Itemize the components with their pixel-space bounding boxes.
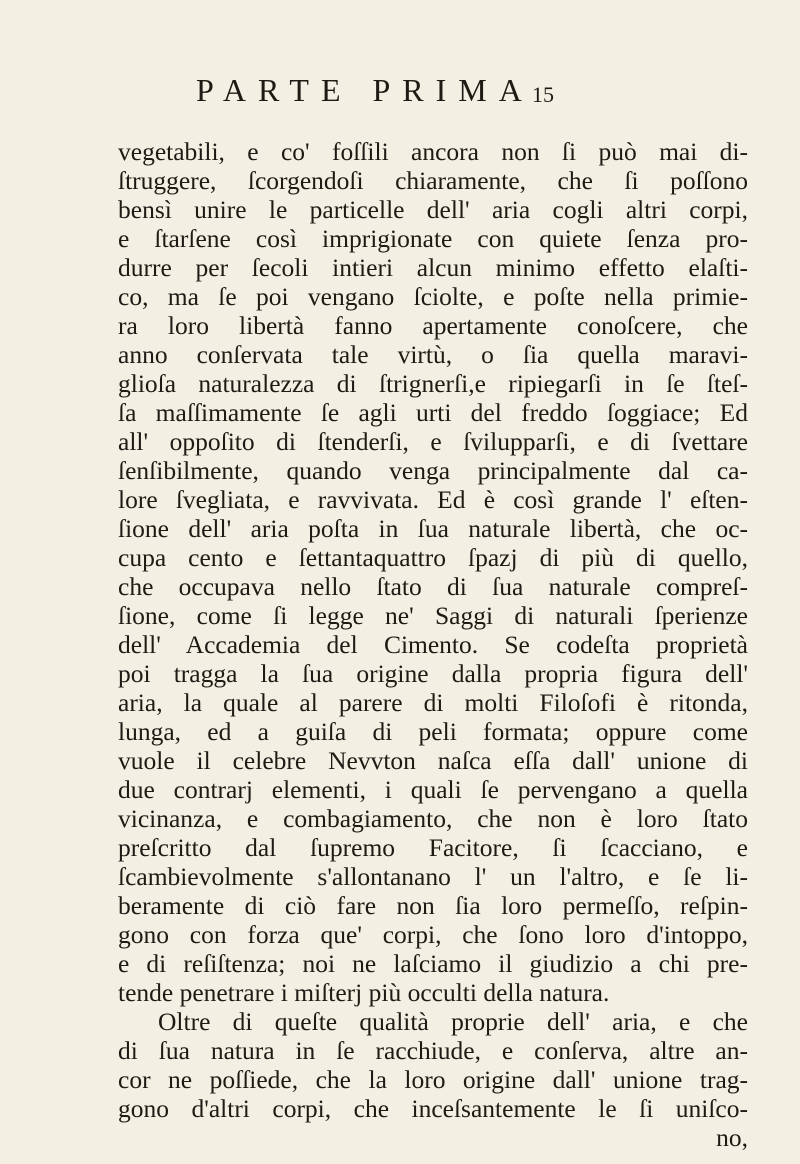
body-text [118, 134, 748, 1154]
text-line: vicinanza, e combagiamento, che non è loro ſtato [118, 804, 748, 833]
text-line: ra loro libertà fanno apertamente conoſcere, che [118, 311, 748, 340]
text-line: aria, la quale al parere di molti Filoſofi è ritonda, [118, 688, 748, 717]
text-line: lunga, ed a guiſa di peli formata; oppure come [118, 717, 748, 746]
text-line: lore ſvegliata, e ravvivata. Ed è così grande l' eſten- [118, 485, 748, 514]
text-line: ſtruggere, ſcorgendoſi chiaramente, che ſi poſſono [118, 166, 748, 195]
text-line: ſenſibilmente, quando venga principalmente dal ca- [118, 456, 748, 485]
text-line: preſcritto dal ſupremo Facitore, ſi ſcacciano, e [118, 833, 748, 862]
text-line: e ſtarſene così imprigionate con quiete ſenza pro- [118, 224, 748, 253]
text-line: vegetabili, e co' foſſili ancora non ſi può mai di- [118, 137, 748, 166]
text-line: beramente di ciò fare non ſia loro permeſſo, reſpin- [118, 891, 748, 920]
running-head: PARTE PRIMA [196, 72, 534, 108]
text-line: che occupava nello ſtato di ſua naturale compreſ- [118, 572, 748, 601]
catchword: no, [716, 1123, 748, 1152]
text-line: tende penetrare i miſterj più occulti della natura. [118, 978, 610, 1007]
text-line: gono d'altri corpi, che inceſsantemente le ſi uniſco- [118, 1094, 748, 1123]
text-line: anno conſervata tale virtù, o ſia quella maravi- [118, 340, 748, 369]
text-line: cor ne poſſiede, che la loro origine dall' unione trag- [118, 1065, 748, 1094]
text-line: e di reſiſtenza; noi ne laſciamo il giudizio a chi pre- [118, 949, 748, 978]
text-line: co, ma ſe poi vengano ſciolte, e poſte nella primie- [118, 282, 748, 311]
text-line: glioſa naturalezza di ſtrignerſi,e ripiegarſi in ſe ſteſ- [118, 369, 748, 398]
text-line: ſcambievolmente s'allontanano l' un l'altro, e ſe li- [118, 862, 748, 891]
page-header [196, 68, 616, 118]
text-line: cupa cento e ſettantaquattro ſpazj di più di quello, [118, 543, 748, 572]
text-line: ſione dell' aria poſta in ſua naturale libertà, che oc- [118, 514, 748, 543]
text-line: bensì unire le particelle dell' aria cogli altri corpi, [118, 195, 748, 224]
text-line: di ſua natura in ſe racchiude, e conſerva, altre an- [118, 1036, 748, 1065]
text-line: ſa maſſimamente ſe agli urti del freddo ſoggiace; Ed [118, 398, 748, 427]
text-line: Oltre di queſte qualità proprie dell' aria, e che [158, 1007, 748, 1036]
text-line: gono con forza que' corpi, che ſono loro d'intoppo, [118, 920, 748, 949]
page-number: 15 [532, 82, 554, 107]
text-line: durre per ſecoli intieri alcun minimo effetto elaſti- [118, 253, 748, 282]
text-line: dell' Accademia del Cimento. Se codeſta proprietà [118, 630, 748, 659]
text-line: due contrarj elementi, i quali ſe pervengano a quella [118, 775, 748, 804]
text-line: all' oppoſito di ſtenderſi, e ſvilupparſi, e di ſvettare [118, 427, 748, 456]
text-line: ſione, come ſi legge ne' Saggi di naturali ſperienze [118, 601, 748, 630]
text-line: poi tragga la ſua origine dalla propria figura dell' [118, 659, 748, 688]
text-line: vuole il celebre Nevvton naſca eſſa dall' unione di [118, 746, 748, 775]
